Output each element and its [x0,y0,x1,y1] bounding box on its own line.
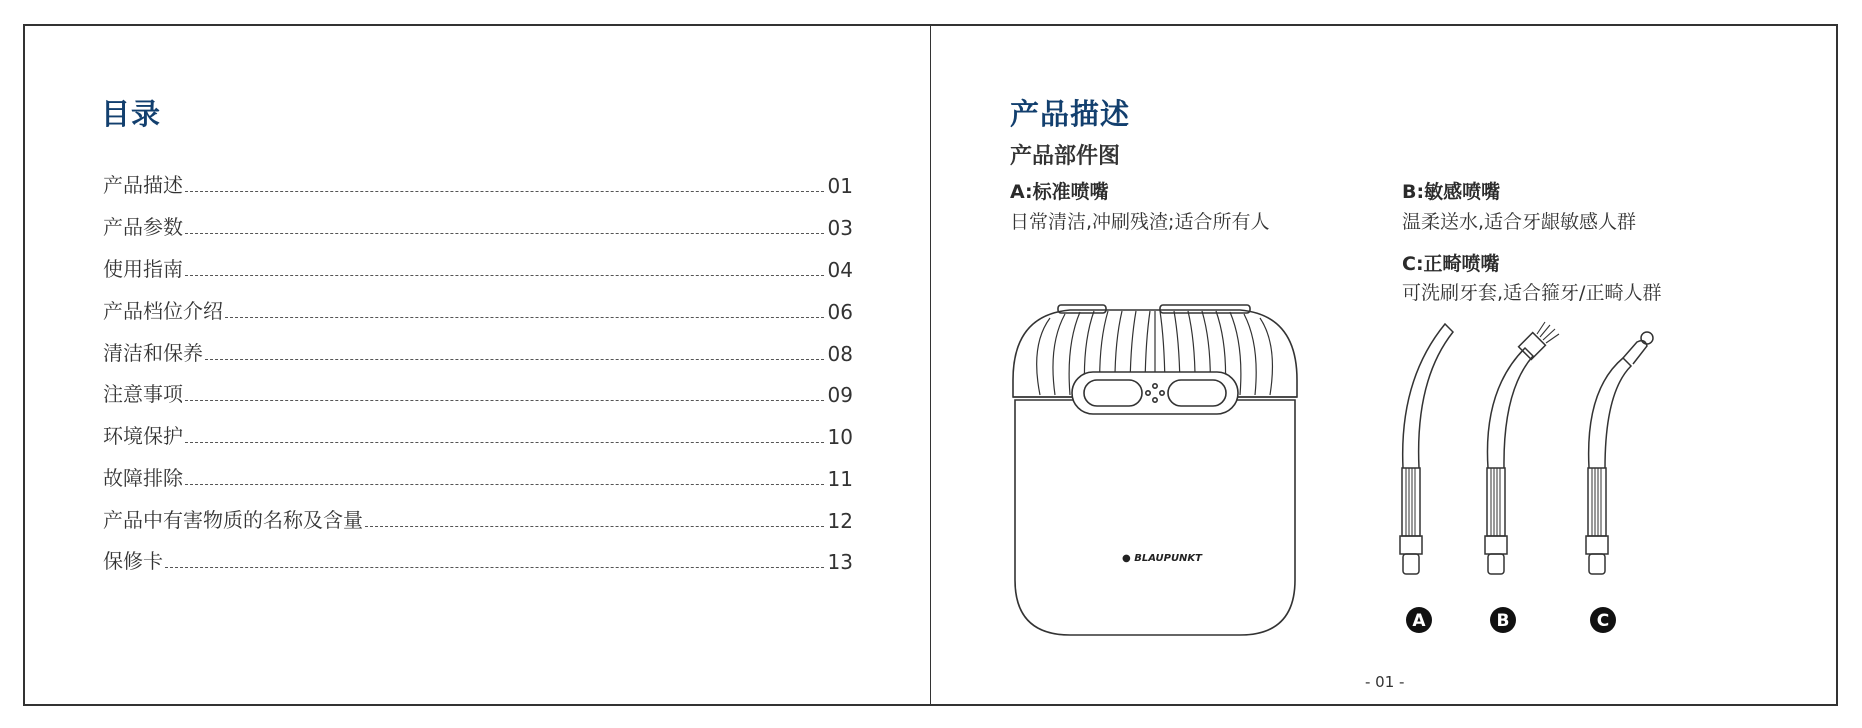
toc-entry-page: 06 [827,300,853,324]
toc-leader-dots [365,526,824,527]
toc-entry-title: 保修卡 [103,549,163,573]
device-brand-logo: ● BLAUPUNKT [1122,553,1202,564]
badge-b-label: B [1496,611,1510,631]
toc-entry[interactable] [103,210,853,240]
toc-entry-title: 产品参数 [103,215,183,239]
toc-entry[interactable] [103,377,853,407]
toc-entry-page: 12 [827,509,853,533]
toc-leader-dots [185,233,824,234]
toc-entry[interactable] [103,503,853,533]
nozzle-b-illustration [1475,320,1565,590]
toc-entry-title: 使用指南 [103,257,183,281]
toc-entry[interactable] [103,294,853,324]
part-c-description: 可洗刷牙套,适合箍牙/正畸人群 [1402,282,1662,304]
toc-entry[interactable] [103,419,853,449]
toc-heading: 目录 [101,97,162,131]
water-flosser-illustration [1010,300,1300,640]
toc-entry-page: 04 [827,258,853,282]
toc-entry-page: 08 [827,342,853,366]
part-a-description: 日常清洁,冲刷残渣;适合所有人 [1010,211,1270,233]
badge-b [1490,607,1516,633]
toc-leader-dots [185,275,824,276]
toc-leader-dots [185,484,824,485]
section-heading: 产品描述 [1010,97,1131,131]
toc-leader-dots [185,442,824,443]
badge-a-label: A [1412,611,1426,631]
page-number: - 01 - [1365,673,1405,691]
toc-entry-page: 10 [827,425,853,449]
part-c-label: C:正畸喷嘴 [1402,253,1500,275]
toc-entry[interactable] [103,461,853,491]
section-subheading: 产品部件图 [1010,144,1121,169]
badge-a [1406,607,1432,633]
page-divider [930,24,931,706]
toc-entry-title: 产品档位介绍 [103,299,223,323]
nozzle-a-illustration [1395,320,1465,590]
toc-entry-title: 故障排除 [103,466,183,490]
toc-entry-title: 环境保护 [103,424,183,448]
part-b-label: B:敏感喷嘴 [1402,181,1501,203]
part-a-label: A:标准喷嘴 [1010,181,1109,203]
toc-entry-page: 03 [827,216,853,240]
toc-leader-dots [205,359,824,360]
badge-c-label: C [1596,611,1610,631]
toc-leader-dots [225,317,824,318]
toc-entry-page: 11 [827,467,853,491]
toc-entry-page: 13 [827,550,853,574]
nozzle-badges [1395,605,1695,637]
toc-entry-title: 产品中有害物质的名称及含量 [103,508,363,532]
badge-c [1590,607,1616,633]
toc-entry[interactable] [103,544,853,574]
toc-leader-dots [165,567,824,568]
toc-entry-title: 清洁和保养 [103,341,203,365]
toc-leader-dots [185,191,824,192]
toc-entry[interactable] [103,252,853,282]
part-b-description: 温柔送水,适合牙龈敏感人群 [1402,211,1637,233]
toc-leader-dots [185,400,824,401]
nozzle-c-illustration [1575,320,1665,590]
toc-entry-page: 01 [827,174,853,198]
toc-entry[interactable] [103,336,853,366]
toc-entry-title: 产品描述 [103,173,183,197]
toc-entry[interactable] [103,168,853,198]
toc-entry-title: 注意事项 [103,382,183,406]
toc-entry-page: 09 [827,383,853,407]
